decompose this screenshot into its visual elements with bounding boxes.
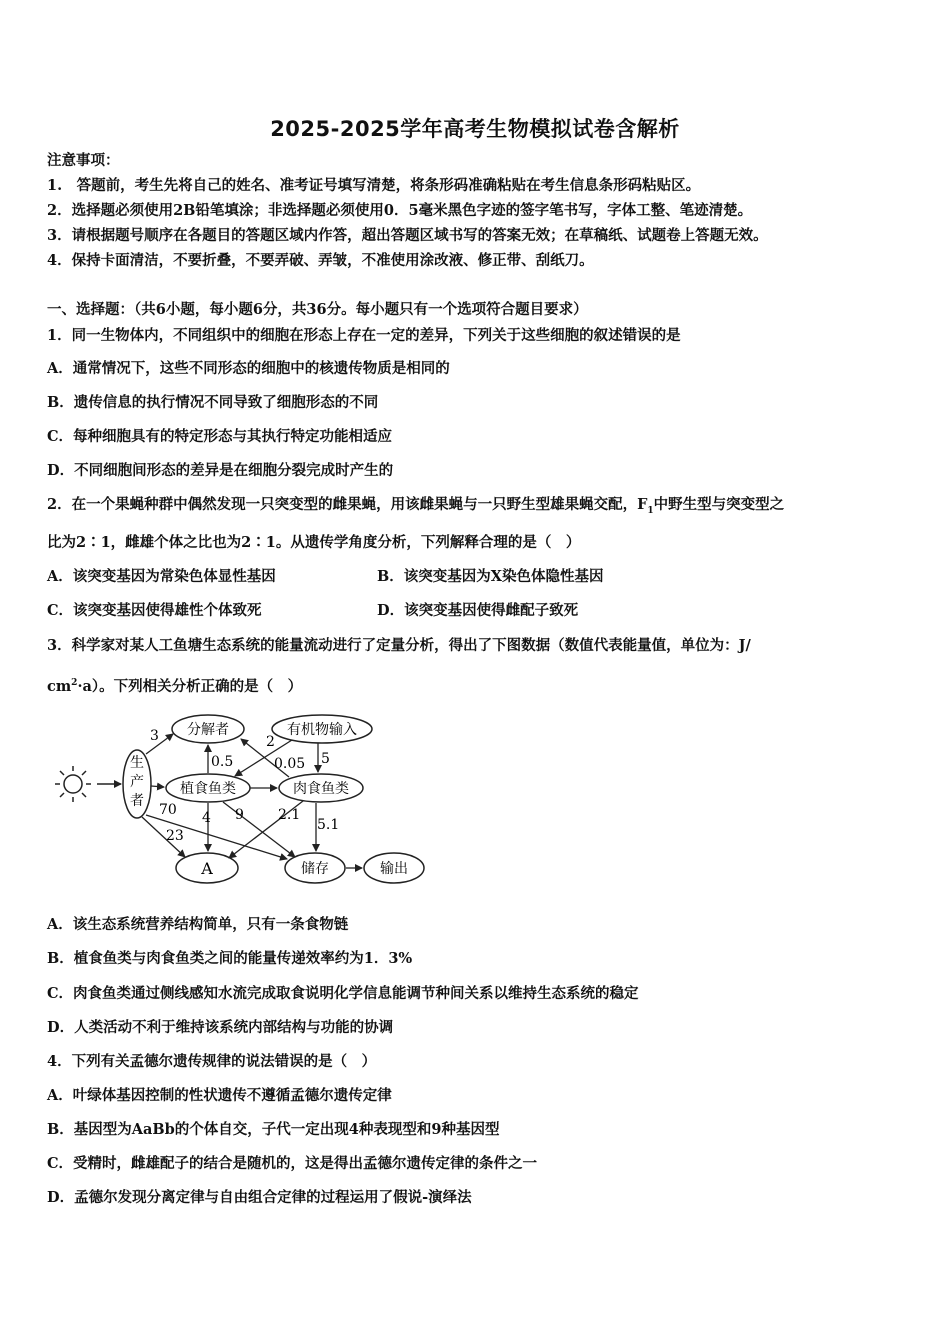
q1-option-a: A．通常情况下，这些不同形态的细胞中的核遗传物质是相同的 bbox=[47, 360, 450, 377]
question-2-stem-line1 bbox=[47, 496, 784, 520]
sun-icon bbox=[55, 766, 91, 802]
question-3-stem-line2 bbox=[47, 674, 302, 696]
value-label: 5.1 bbox=[317, 817, 340, 833]
q4-option-b: B．基因型为AaBb的个体自交，子代一定出现4种表现型和9种基因型 bbox=[47, 1121, 500, 1138]
energy-flow-diagram bbox=[45, 706, 435, 892]
question-4-stem: 4．下列有关孟德尔遗传规律的说法错误的是（ ） bbox=[47, 1053, 377, 1070]
q2-stem-post: 中野生型与突变型之 bbox=[653, 496, 785, 513]
q1-option-d: D．不同细胞间形态的差异是在细胞分裂完成时产生的 bbox=[47, 462, 394, 479]
organic-input-label: 有机物输入 bbox=[287, 722, 357, 738]
value-label: 0.05 bbox=[274, 756, 306, 772]
q4-option-d: D．孟德尔发现分离定律与自由组合定律的过程运用了假说-演绎法 bbox=[47, 1189, 472, 1206]
page-title: 2025-2025学年高考生物模拟试卷含解析 bbox=[270, 117, 680, 141]
q2-option-b: B．该突变基因为X染色体隐性基因 bbox=[377, 568, 604, 585]
q2-option-d: D．该突变基因使得雌配子致死 bbox=[377, 602, 579, 619]
q3-unit-cm: cm bbox=[47, 677, 72, 695]
q3-option-b: B．植食鱼类与肉食鱼类之间的能量传递效率约为1．3% bbox=[47, 950, 413, 967]
value-label: 5 bbox=[321, 751, 330, 767]
notice-item: 4．保持卡面清洁，不要折叠，不要弄破、弄皱，不准使用涂改液、修正带、刮纸刀。 bbox=[47, 252, 594, 269]
q3-option-c: C．肉食鱼类通过侧线感知水流完成取食说明化学信息能调节种间关系以维持生态系统的稳定 bbox=[47, 985, 639, 1002]
value-label: 9 bbox=[235, 807, 244, 823]
value-label: 4 bbox=[202, 810, 211, 826]
q3-option-d: D．人类活动不利于维持该系统内部结构与功能的协调 bbox=[47, 1019, 394, 1036]
q3-option-a: A．该生态系统营养结构简单，只有一条食物链 bbox=[47, 916, 349, 933]
notice-item: 2．选择题必须使用2B铅笔填涂；非选择题必须使用0．5毫米黑色字迹的签字笔书写，字体工整、笔迹清楚。 bbox=[47, 202, 753, 219]
value-label: 2 bbox=[266, 734, 275, 750]
value-label: 3 bbox=[150, 728, 159, 744]
notice-item: 3．请根据题号顺序在各题目的答题区域内作答，超出答题区域书写的答案无效；在草稿纸、试题卷上答题无效。 bbox=[47, 227, 768, 244]
value-label: 23 bbox=[166, 828, 184, 844]
q2-option-c: C．该突变基因使得雄性个体致死 bbox=[47, 602, 262, 619]
carnivore-label: 肉食鱼类 bbox=[293, 781, 349, 797]
value-label: 0.5 bbox=[211, 754, 234, 770]
question-2-stem-line2: 比为2∶1，雌雄个体之比也为2∶1。从遗传学角度分析，下列解释合理的是（ ） bbox=[47, 534, 581, 551]
q2-stem-pre: 2．在一个果蝇种群中偶然发现一只突变型的雌果蝇，用该雌果蝇与一只野生型雄果蝇交配， bbox=[47, 496, 638, 513]
q3-unit-sup: 2 bbox=[71, 678, 78, 688]
notice-heading: 注意事项： bbox=[47, 152, 120, 169]
q2-option-a: A．该突变基因为常染色体显性基因 bbox=[47, 568, 276, 585]
q2-f: F bbox=[637, 496, 648, 513]
herbivore-label: 植食鱼类 bbox=[180, 781, 236, 797]
q4-option-c: C．受精时，雌雄配子的结合是随机的，这是得出孟德尔遗传定律的条件之一 bbox=[47, 1155, 538, 1172]
decomposer-label: 分解者 bbox=[187, 722, 229, 738]
q1-option-c: C．每种细胞具有的特定形态与其执行特定功能相适应 bbox=[47, 428, 393, 445]
a-label: A bbox=[201, 859, 213, 878]
value-label: 70 bbox=[159, 802, 177, 818]
output-label: 输出 bbox=[380, 861, 408, 877]
q2-f-sub: 1 bbox=[647, 505, 654, 516]
producer-label: 者 bbox=[130, 793, 144, 809]
producer-to-herbivore-arrow bbox=[151, 786, 164, 787]
storage-label: 储存 bbox=[301, 861, 329, 877]
question-3-stem-line1: 3．科学家对某人工鱼塘生态系统的能量流动进行了定量分析，得出了下图数据（数值代表能量值，单位为：J/ bbox=[47, 637, 751, 654]
q4-option-a: A．叶绿体基因控制的性状遗传不遵循孟德尔遗传定律 bbox=[47, 1087, 392, 1104]
producer-label: 生 bbox=[130, 755, 144, 771]
q3-stem-post: ·a）。下列相关分析正确的是（ ） bbox=[77, 677, 303, 695]
producer-label: 产 bbox=[130, 774, 144, 790]
value-label: 2.1 bbox=[278, 807, 301, 823]
notice-item: 1. 答题前，考生先将自己的姓名、准考证号填写清楚，将条形码准确粘贴在考生信息条形码粘贴区。 bbox=[47, 177, 701, 194]
q1-option-b: B．遗传信息的执行情况不同导致了细胞形态的不同 bbox=[47, 394, 379, 411]
question-1-stem: 1．同一生物体内，不同组织中的细胞在形态上存在一定的差异，下列关于这些细胞的叙述错误的是 bbox=[47, 327, 681, 344]
section-heading: 一、选择题：（共6小题，每小题6分，共36分。每小题只有一个选项符合题目要求） bbox=[47, 301, 588, 318]
